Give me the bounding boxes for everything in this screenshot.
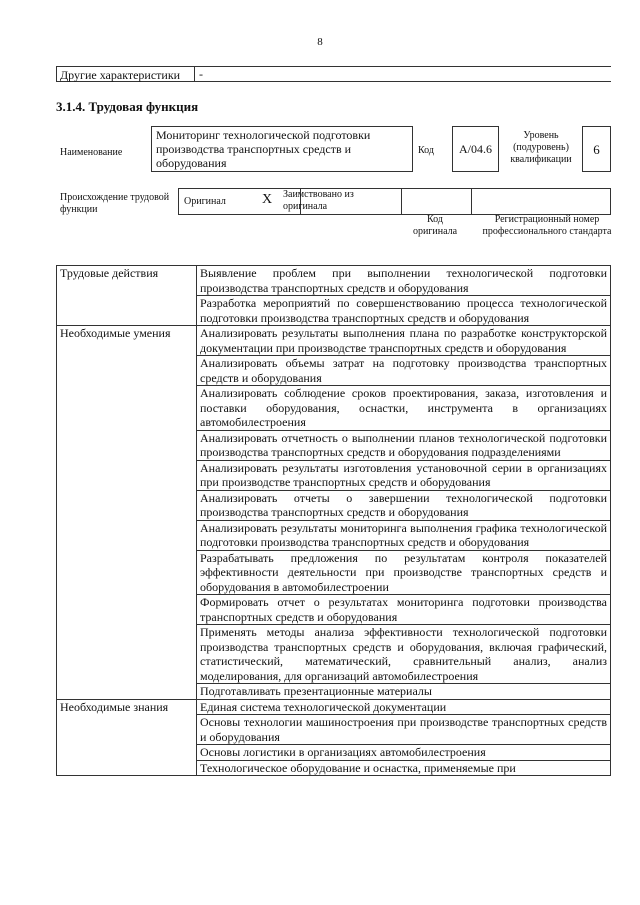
origin-label: Происхождение трудовой функции <box>60 192 170 215</box>
description-cell: Анализировать объемы затрат на подготовку производства транспортных средств и оборудования <box>197 356 611 386</box>
description-cell: Анализировать отчеты о завершении технологической подготовки производства транспортных средств и оборудования <box>197 490 611 520</box>
origin-original: Оригинал <box>184 196 226 207</box>
divider <box>194 67 195 81</box>
table-row <box>57 699 611 715</box>
name-label: Наименование <box>60 147 123 158</box>
description-cell: Технологическое оборудование и оснастка, применяемые при <box>197 760 611 776</box>
table-row <box>57 266 611 296</box>
description-cell: Анализировать результаты выполнения плана по разработке конструкторской документации при производстве транспортных средств и оборудования <box>197 326 611 356</box>
description-cell: Разрабатывать предложения по результатам контроля показателей эффективности деятельности при производстве транспортных средств и оборудования в автомобилестроении <box>197 550 611 595</box>
labor-function-table <box>56 265 611 776</box>
category-cell: Необходимые знания <box>57 699 197 776</box>
code-label: Код <box>418 145 434 156</box>
category-cell: Трудовые действия <box>57 266 197 326</box>
function-name: Мониторинг технологической подготовки производства транспортных средств и оборудования <box>151 126 413 172</box>
other-characteristics-value: - <box>199 67 203 81</box>
description-cell: Анализировать результаты мониторинга выполнения графика технологической подготовки производства транспортных средств и оборудования <box>197 520 611 550</box>
description-cell: Применять методы анализа эффективности технологической подготовки производства транспортных средств и оборудования, включая графический, статистический, математический, сравнительный анализ, анализ моделирования, для организаций автомобилестроения <box>197 625 611 684</box>
description-cell: Разработка мероприятий по совершенствованию процесса технологической подготовки производства транспортных средств и оборудования <box>197 296 611 326</box>
description-cell: Основы технологии машиностроения при производстве транспортных средств и оборудования <box>197 715 611 745</box>
category-cell: Необходимые умения <box>57 326 197 700</box>
origin-cell <box>471 189 611 214</box>
description-cell: Анализировать соблюдение сроков проектирования, заказа, изготовления и поставки оборудования, оснастки, инструмента в организациях автомобилестроения <box>197 386 611 431</box>
page-number: 8 <box>317 36 323 48</box>
origin-table <box>178 188 611 215</box>
origin-mark: X <box>262 192 273 207</box>
origin-borrowed: Заимствовано из оригинала <box>283 189 354 212</box>
description-cell: Основы логистики в организациях автомобилестроения <box>197 745 611 761</box>
reg-number-label: Регистрационный номер профессионального стандарта <box>482 214 612 237</box>
description-cell: Единая система технологической документации <box>197 699 611 715</box>
description-cell: Выявление проблем при выполнении технологической подготовки производства транспортных средств и оборудования <box>197 266 611 296</box>
description-cell: Формировать отчет о результатах мониторинга подготовки производства транспортных средств и оборудования <box>197 595 611 625</box>
function-code: A/04.6 <box>452 126 499 172</box>
section-title: 3.1.4. Трудовая функция <box>56 99 199 114</box>
code-original-label: Код оригинала <box>412 214 458 237</box>
other-characteristics-label: Другие характеристики <box>60 68 181 82</box>
description-cell: Анализировать отчетность о выполнении планов технологической подготовки производства транспортных средств и оборудования подразделениями <box>197 430 611 460</box>
qualification-level: 6 <box>582 126 611 172</box>
other-characteristics-row <box>56 66 611 82</box>
origin-cell <box>401 189 402 214</box>
description-cell: Подготавливать презентационные материалы <box>197 684 611 700</box>
description-cell: Анализировать результаты изготовления установочной серии в организациях при производстве транспортных средств и оборудования <box>197 460 611 490</box>
level-label: Уровень (подуровень) квалификации <box>510 130 572 165</box>
table-row <box>57 326 611 356</box>
